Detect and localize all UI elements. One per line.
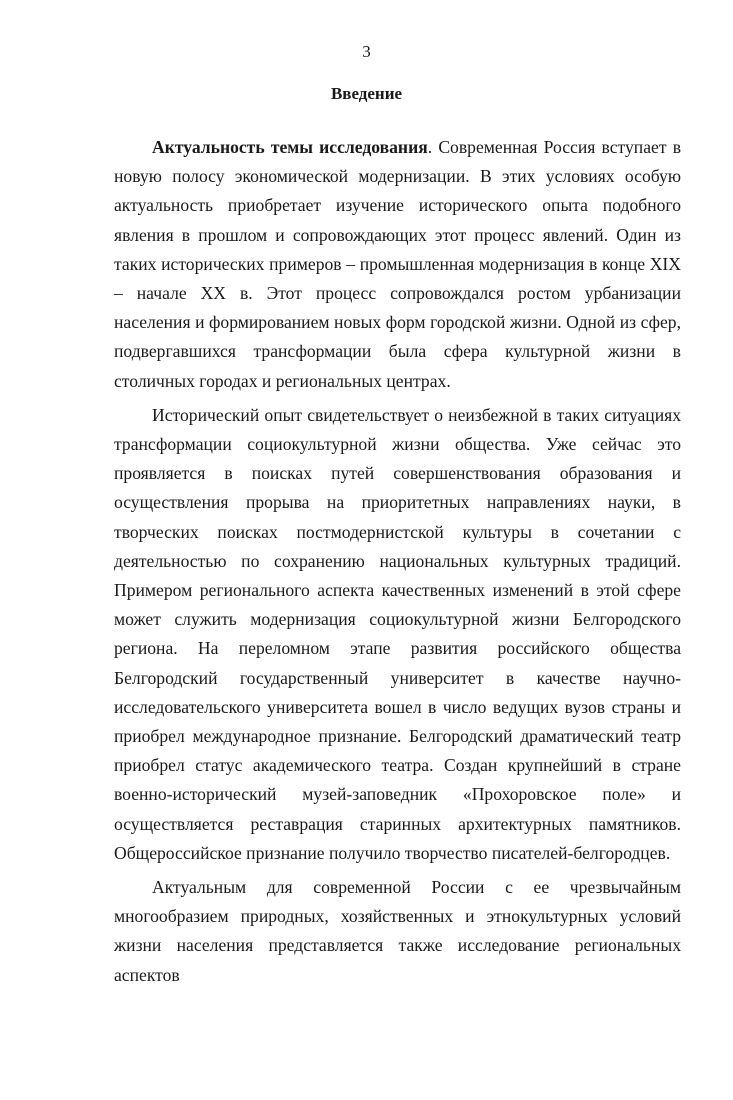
paragraph-text: Актуальным для современной России с ее чрезвычайным многообразием природных, хозяйственных и этнокультурных условий жизни населения представляется также исследование региональных аспектов	[114, 877, 681, 985]
paragraph-text: Исторический опыт свидетельствует о неизбежной в таких ситуациях трансформации социокультурной жизни общества. Уже сейчас это проявляется в поисках путей совершенствования образования и осуществления прорыва на приоритетных направлениях науки, в творческих поисках постмодернистской культуры в сочетании с деятельностью по сохранению национальных культурных традиций. Примером регионального аспекта качественных изменений в этой сфере может служить модернизация социокультурной жизни Белгородского региона. На переломном этапе развития российского общества Белгородский государственный университет в качестве научно-исследовательского университета вошел в число ведущих вузов страны и приобрел международное признание. Белгородский драматический театр приобрел статус академического театра. Создан крупнейший в стране военно-исторический музей-заповедник «Прохоровское поле» и осуществляется реставрация старинных архитектурных памятников. Общероссийское признание получило творчество писателей-белгородцев.	[114, 404, 681, 863]
paragraph-text: . Современная Россия вступает в новую полосу экономической модернизации. В этих условиях особую актуальность приобретает изучение исторического опыта подобного явления в прошлом и сопровождающих этот процесс явлений. Один из таких исторических примеров – промышленная модернизация в конце XIX – начале XX в. Этот процесс сопровождался ростом урбанизации населения и формированием новых форм городской жизни. Одной из сфер, подвергавшихся трансформации была сфера культурной жизни в столичных городах и региональных центрах.	[114, 137, 681, 391]
page-number: 3	[362, 42, 371, 61]
paragraph-lead: Актуальность темы исследования	[152, 137, 428, 157]
paragraph-2	[114, 401, 681, 868]
paragraph-1	[114, 133, 681, 396]
body-text	[114, 133, 681, 995]
paragraph-3	[114, 873, 681, 990]
section-heading: Введение	[330, 84, 403, 103]
